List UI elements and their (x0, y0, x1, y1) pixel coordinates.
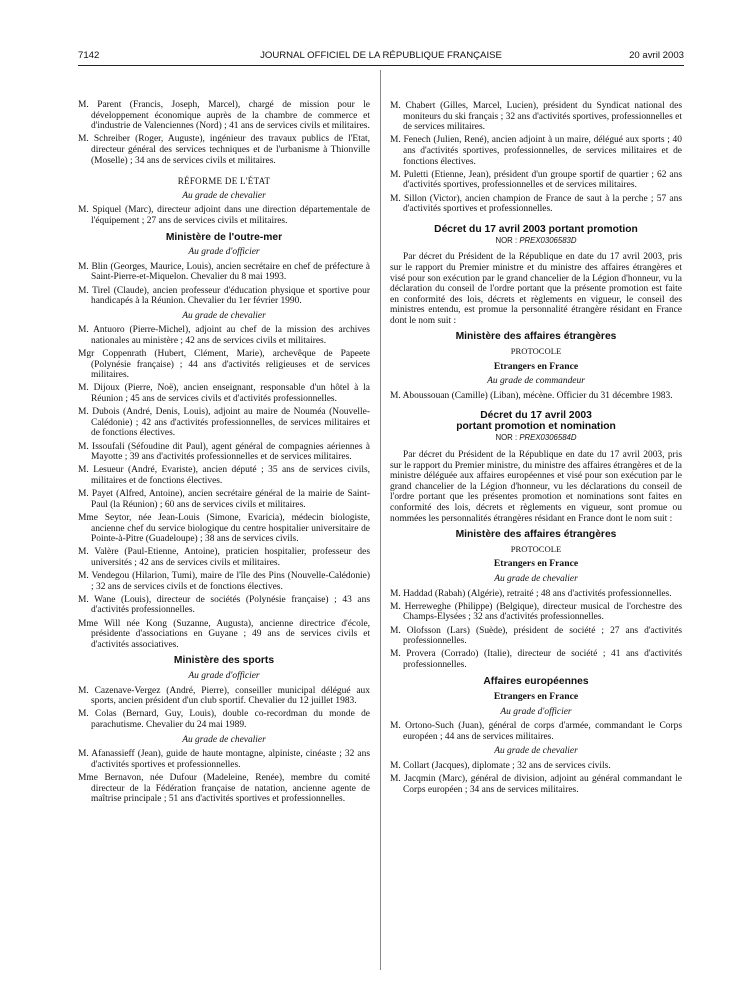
grade-heading: Au grade d'officier (188, 247, 260, 258)
ministry-heading-outremer: Ministère de l'outre-mer (165, 231, 283, 243)
grade-heading: Au grade d'officier (500, 706, 572, 717)
nor-label: NOR : (495, 235, 518, 245)
ministry-heading: Ministère des affaires étrangères (455, 331, 617, 343)
entry: M. Haddad (Rabah) (Algérie), retraité ; 48 ans d'activités professionnelles. (390, 588, 672, 599)
entry: M. Provera (Corrado) (Italie), directeur de société ; 41 ans d'activités professionnelles. (390, 649, 682, 670)
entry: M. Puletti (Etienne, Jean), président d'un groupe sportif de quartier ; 62 ans d'activités sportives, professionnelles et de services militaires. (390, 169, 682, 191)
nor-reference (390, 236, 682, 247)
entry: M. Chabert (Gilles, Marcel, Lucien), président du Syndicat national des moniteurs du ski français ; 32 ans d'activités sportives, professionnelles et de services militaires. (390, 101, 682, 133)
subheading: Etrangers en France (493, 691, 579, 703)
decree-paragraph: Par décret du Président de la République en date du 17 avril 2003, pris sur le rapport du Premier ministre, du ministre des affaires étrangères et de la ministre déléguée aux affaires européennes et visé pour son exécution par le grand chancelier de la Légion d'honneur, vu les déclarations du conseil de l'ordre portant que les présentes promotion et nominations sont faites en conformité des lois, décrets et règlements en vigueur, sont promue ou nommées les personnalités étrangères résidant en France dont le nom suit : (390, 450, 682, 524)
entry: M. Jacqmin (Marc), général de division, adjoint au général commandant le Corps européen ; 34 ans de services militaires. (390, 774, 682, 795)
ministry-heading-europe: Affaires européennes (483, 675, 589, 687)
page-header (78, 50, 684, 64)
ministry-heading-sports: Ministère des sports (173, 655, 275, 667)
entry: M. Cazenave-Vergez (André, Pierre), conseiller municipal délégué aux sports, ancien président d'un club sportif. Chevalier du 12 juillet 1983. (78, 685, 370, 707)
nor-label: NOR : (495, 433, 518, 443)
entry: M. Fenech (Julien, René), ancien adjoint à un maire, délégué aux sports ; 40 ans d'activités sportives, professionnelles, de services militaires et de fonctions électives. (390, 135, 682, 167)
grade-heading: Au grade de chevalier (182, 190, 266, 201)
entry: M. Collart (Jacques), diplomate ; 32 ans de services civils. (390, 761, 611, 772)
decree-title: Décret du 17 avril 2003 portant promotion (434, 223, 638, 235)
right-column (390, 101, 682, 798)
protocole-heading: PROTOCOLE (510, 346, 562, 357)
entry: M. Issoufali (Séfoudine dit Paul), agent général de compagnies aériennes à Mayotte ; 39 ans d'activités professionnelles et de services militaires. (78, 441, 370, 463)
entry: M. Tirel (Claude), ancien professeur d'éducation physique et sportive pour handicapés à la Réunion. Chevalier du 1er février 1990. (78, 285, 370, 307)
section-heading-reforme: RÉFORME DE L'ÉTAT (177, 176, 271, 187)
grade-heading: Au grade de chevalier (182, 310, 266, 321)
entry: M. Colas (Bernard, Guy, Louis), double co-recordman du monde de parachutisme. Chevalier du 24 mai 1989. (78, 709, 370, 730)
subheading: Etrangers en France (493, 360, 579, 372)
nor-code: PREX0306583D (519, 235, 577, 245)
entry: M. Blin (Georges, Maurice, Louis), ancien secrétaire en chef de préfecture à Saint-Pierre-et-Miquelon. Chevalier du 8 mai 1993. (78, 261, 370, 283)
decree-paragraph: Par décret du Président de la République en date du 17 avril 2003, pris sur le rapport du Premier ministre et du ministre des affaires étrangères et visé pour son exécution par le grand chancelier de la Légion d'honneur, vu la déclaration du conseil de l'ordre portant que la présente promotion est faite en conformité des lois, décrets et règlements en vigueur, le conseil des ministres entendu, est promue la personnalité étrangère résidant en France dont le nom suit : (390, 252, 682, 326)
nor-code: PREX0306584D (519, 433, 577, 443)
grade-heading: Au grade de chevalier (494, 746, 578, 757)
entry: Mme Bernavon, née Dufour (Madeleine, Renée), membre du comité directeur de la Fédération française de natation, ancienne agente de maîtrise principale ; 51 ans d'activités sportives et professionnelles. (78, 772, 370, 805)
entry: M. Parent (Francis, Joseph, Marcel), chargé de mission pour le développement économique auprès de la chambre de commerce et d'industrie de Valenciennes (Nord) ; 41 ans de services civils et militaires. (78, 100, 370, 132)
entry: Mgr Coppenrath (Hubert, Clément, Marie), archevêque de Papeete (Polynésie française) ; 44 ans d'activités religieuses et de services militaires. (78, 349, 370, 381)
subheading: Etrangers en France (493, 558, 579, 570)
left-column (78, 100, 370, 807)
entry: M. Ortono-Such (Juan), général de corps d'armée, commandant le Corps européen ; 44 ans de services militaires. (390, 721, 682, 742)
nor-reference (390, 433, 682, 444)
entry: Mme Will née Kong (Suzanne, Augusta), ancienne directrice d'école, présidente d'associations en Guyane ; 49 ans de services civils et d'activités associatives. (78, 618, 370, 650)
entry: M. Vendegou (Hilarion, Tumi), maire de l'île des Pins (Nouvelle-Calédonie) ; 32 ans de services civils et de fonctions électives. (78, 571, 370, 592)
entry: M. Lesueur (André, Evariste), ancien député ; 35 ans de services civils, militaires et de fonctions électives. (78, 465, 370, 486)
entry: M. Spiquel (Marc), directeur adjoint dans une direction départementale de l'équipement ; 27 ans de services civils et militaires. (78, 205, 370, 226)
grade-heading: Au grade d'officier (188, 671, 260, 682)
entry: M. Herreweghe (Philippe) (Belgique), directeur musical de l'orchestre des Champs-Elysées ; 32 ans d'activités professionnelles. (390, 601, 682, 623)
page-number: 7142 (78, 50, 100, 61)
decree-title-line1: Décret du 17 avril 2003 (480, 410, 592, 422)
column-divider (380, 70, 381, 970)
journal-title: JOURNAL OFFICIEL DE LA RÉPUBLIQUE FRANÇAISE (260, 50, 502, 61)
entry: M. Afanassieff (Jean), guide de haute montagne, alpiniste, cinéaste ; 32 ans d'activités sportives et professionnelles. (78, 749, 370, 770)
protocole-heading: PROTOCOLE (510, 543, 562, 554)
header-rule (78, 65, 684, 66)
entry: M. Dubois (André, Denis, Louis), adjoint au maire de Nouméa (Nouvelle-Calédonie) ; 42 ans d'activités professionnelles, de services militaires et de fonctions électives. (78, 407, 370, 439)
entry: M. Olofsson (Lars) (Suède), président de société ; 27 ans d'activités professionnelles. (390, 625, 682, 647)
entry: M. Dijoux (Pierre, Noë), ancien enseignant, responsable d'un hôtel à la Réunion ; 45 ans de services civils et d'activités professionnelles. (78, 383, 370, 405)
grade-heading: Au grade de commandeur (487, 376, 585, 387)
grade-heading: Au grade de chevalier (494, 573, 578, 584)
entry: M. Antuoro (Pierre-Michel), adjoint au chef de la mission des archives nationales au ministère ; 42 ans de services civils et militaires. (78, 325, 370, 346)
entry: M. Wane (Louis), directeur de sociétés (Polynésie française) ; 43 ans d'activités professionnelles. (78, 594, 370, 616)
decree-title-line2: portant promotion et nomination (456, 421, 616, 433)
publication-date: 20 avril 2003 (629, 50, 684, 61)
entry: Mme Seytor, née Jean-Louis (Simone, Evaricia), médecin biologiste, ancienne chef du service biologique du centre hospitalier universitaire de Pointe-à-Pitre (Guadeloupe) ; 38 ans de services civils. (78, 512, 370, 545)
entry: M. Payet (Alfred, Antoine), ancien secrétaire général de la mairie de Saint-Paul (la Réunion) ; 60 ans de services civils et militaires. (78, 489, 370, 510)
entry: M. Schreiber (Roger, Auguste), ingénieur des travaux publics de l'Etat, directeur général des services techniques et de l'urbanisme à Thionville (Moselle) ; 34 ans de services civils et militaires. (78, 134, 370, 166)
grade-heading: Au grade de chevalier (182, 734, 266, 745)
entry: M. Valère (Paul-Etienne, Antoine), praticien hospitalier, professeur des universités ; 42 ans de services civils et militaires. (78, 547, 370, 568)
ministry-heading: Ministère des affaires étrangères (455, 529, 617, 541)
entry: M. Aboussouan (Camille) (Liban), mécène. Officier du 31 décembre 1983. (390, 390, 673, 401)
entry: M. Sillon (Victor), ancien champion de France de saut à la perche ; 57 ans d'activités sportives et professionnelles. (390, 193, 682, 215)
